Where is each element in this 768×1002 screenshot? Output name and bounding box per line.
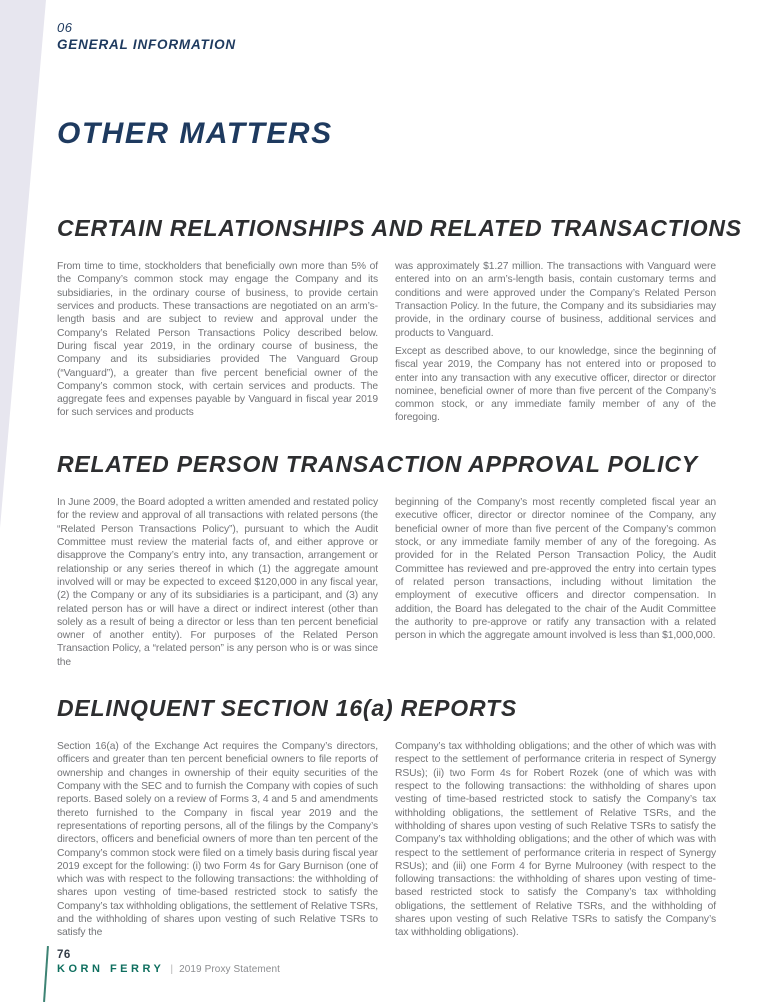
section-heading-regular: RELATED PERSON TRANSACTION [57, 451, 462, 478]
right-column [395, 496, 716, 669]
body-paragraph: In June 2009, the Board adopted a written amended and restated policy for the review and approval of all transactions with related persons (the “Related Person Transactions Policy”), pursuant to which the Audit Committee must review the material facts of, and either approve or disapprove the Company’s entry into, any transaction, arrangement or relationship or any series thereof in which (1) the aggregate amount involved will or may be expected to exceed $120,000 in any fiscal year, (2) the Company or any of its subsidiaries is a participant, and (3) any related person has or will have a direct or indirect interest (other than solely as a result of being a director or less than ten percent beneficial owner of another entity). For purposes of the Related Person Transaction Policy, a “related person” is any person who is or was since the [57, 497, 378, 668]
section-heading-bold: APPROVAL POLICY [468, 451, 698, 478]
body-paragraph: Company’s tax withholding obligations; and the other of which was with respect to the settlement of performance criteria in respect of Synergy RSUs); (ii) two Form 4s for Robert Rozek (one of which was with respect to the following transactions: the withholding of shares upon vesting of time-based restricted stock to satisfy the Company’s tax withholding obligations, the settlement of Relative TSRs, and the withholding of shares upon vesting of such Relative TSRs to satisfy the Company’s tax withholding obligations; and the other of which was with respect to the settlement of performance criteria in respect of Synergy RSUs); and (iii) one Form 4 for Byrne Mulrooney (with respect to the following transactions: the withholding of shares upon vesting of time-based restricted stock to satisfy the Company’s tax withholding obligations, the settlement of Relative TSRs, and the withholding of shares upon vesting of such Relative TSRs to satisfy the Company’s tax withholding obligations). [395, 741, 716, 939]
page-title-regular: OTHER [57, 117, 170, 151]
body-paragraph: From time to time, stockholders that beneficially own more than 5% of the Company’s common stock may engage the Company and its subsidiaries, in the ordinary course of business, to provide certain services and products. These transactions are negotiated on an arm’s-length basis and are subject to review and approval under the Company’s Related Person Transactions Policy described below. During fiscal year 2019, in the ordinary course of business, the Company and its subsidiaries provided The Vanguard Group (“Vanguard”), a greater than five percent beneficial owner of the Company’s common stock, with certain services and products. The aggregate fees and expenses payable by Vanguard in fiscal year 2019 for such services and products [57, 261, 378, 419]
chapter-title: GENERAL INFORMATION [57, 37, 236, 52]
section-heading-bold: SECTION 16(a) REPORTS [220, 695, 517, 722]
page-number: 76 [57, 949, 71, 961]
body-paragraph: Section 16(a) of the Exchange Act requires the Company’s directors, officers and greater than ten percent beneficial owners to file reports of ownership and changes in ownership of their equity securities of the Company with the SEC and to furnish the Company with copies of such reports. Based solely on a review of Forms 3, 4 and 5 and amendments thereto furnished to the Company in fiscal year 2019 and the representations of reporting persons, all of the filings by the Company’s directors, officers and beneficial owners of more than ten percent of the Company’s common stock were filed on a timely basis during fiscal year 2019 except for the following: (i) two Form 4s for Gary Burnison (one of which was with respect to the following transactions: the withholding of shares upon vesting of time-based restricted stock to satisfy the Company’s tax withholding obligations, the settlement of Relative TSRs, and the withholding of shares upon vesting of such Relative TSRs to satisfy the [57, 741, 378, 939]
body-paragraph: beginning of the Company’s most recently completed fiscal year an executive officer, director or director nominee of the Company, any beneficial owner of more than five percent of the Company’s common stock, or any immediate family member of any of the foregoing. As provided for in the Related Person Transaction Policy, the Audit Committee has reviewed and pre-approved the entry into certain types of related person transactions, including without limitation the employment of executive officers and director compensation. In addition, the Board has delegated to the chair of the Audit Committee the authority to pre-approve or ratify any transaction with a related person in which the aggregate amount involved is less than $1,000,000. [395, 497, 716, 642]
section-heading-bold: RELATED TRANSACTIONS [429, 215, 742, 242]
brand-wordmark: KORN FERRY [57, 963, 165, 975]
body-paragraph: Except as described above, to our knowledge, since the beginning of fiscal year 2019, the Company has not entered into or proposed to enter into any transaction with any executive officer, director or director nominee, beneficial owner of more than five percent of the Company’s common stock, or any immediate family member of any of the foregoing. [395, 345, 716, 424]
page-title-bold: MATTERS [179, 117, 333, 151]
footer-brand-line [57, 963, 280, 975]
section-related-person-policy [57, 433, 716, 669]
section-heading-regular: DELINQUENT [57, 695, 215, 722]
page-title [57, 117, 333, 151]
section-delinquent-16a-reports [57, 677, 716, 940]
section-heading-regular: CERTAIN RELATIONSHIPS AND [57, 215, 424, 242]
chapter-header [57, 20, 236, 52]
right-column [395, 740, 716, 939]
footer-accent-rule [43, 946, 48, 1002]
two-column-body [57, 496, 716, 669]
left-column [57, 740, 378, 939]
right-column [395, 260, 716, 425]
corner-wedge-decoration [0, 0, 46, 528]
section-certain-relationships [57, 197, 742, 425]
section-heading [57, 452, 716, 477]
body-paragraph: was approximately $1.27 million. The transactions with Vanguard were entered into on an arm’s-length basis, contain customary terms and conditions and were approved under the Company’s Related Person Transaction Policy. In the future, the Company and its subsidiaries may provide, in the ordinary course of business, additional services and products to Vanguard. [395, 261, 716, 339]
footer-document-label: 2019 Proxy Statement [179, 964, 281, 975]
left-column [57, 260, 378, 425]
section-heading [57, 696, 716, 721]
section-heading [57, 215, 742, 242]
page-footer [57, 949, 280, 975]
footer-divider: | [170, 963, 174, 975]
chapter-number: 06 [57, 20, 73, 35]
two-column-body [57, 740, 716, 939]
left-column [57, 496, 378, 669]
two-column-body [57, 260, 716, 425]
